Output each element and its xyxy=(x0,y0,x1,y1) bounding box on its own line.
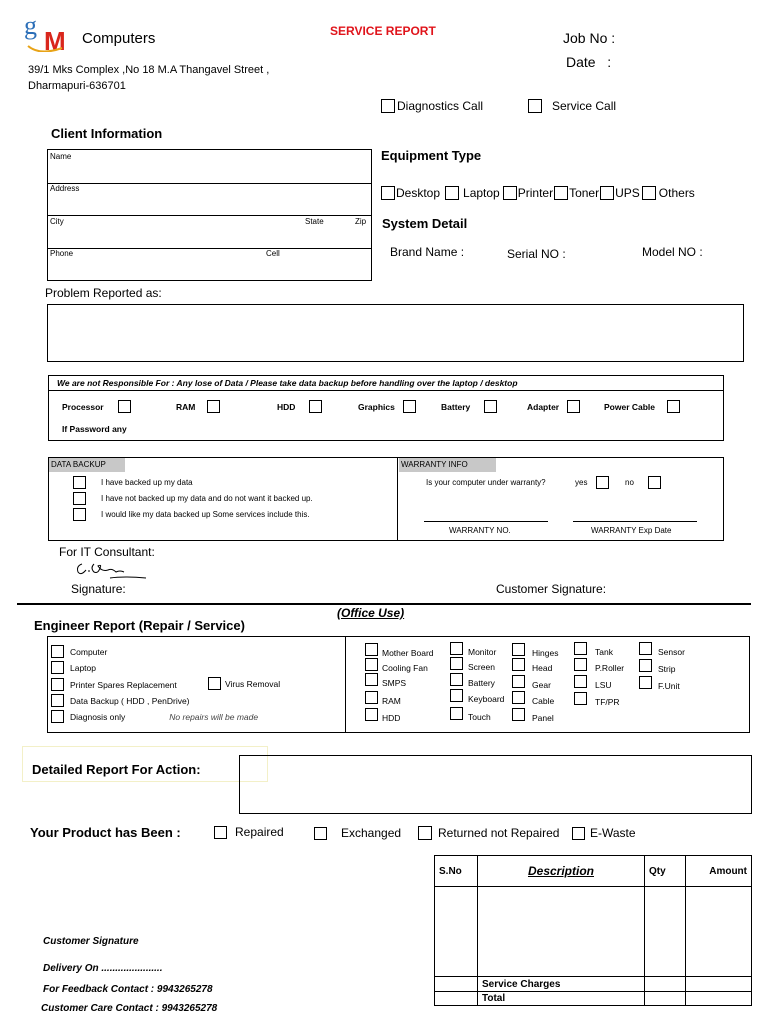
total-label: Total xyxy=(478,992,645,1006)
product-status-label: Your Product has Been : xyxy=(30,825,181,840)
eng-computer-checkbox[interactable] xyxy=(51,645,64,658)
eng-ram-checkbox[interactable] xyxy=(365,691,378,704)
col-qty-header: Qty xyxy=(645,856,686,887)
eng-sensor-checkbox[interactable] xyxy=(639,642,652,655)
eng-battery-option[interactable] xyxy=(450,673,495,686)
printer-label: Printer xyxy=(517,186,554,200)
eng-diagnosis-option[interactable] xyxy=(51,710,258,723)
svg-text:g: g xyxy=(24,12,37,40)
equipment-type-heading: Equipment Type xyxy=(381,148,482,163)
address-line-1: 39/1 Mks Complex ,No 18 M.A Thangavel Street , xyxy=(28,64,270,76)
disclaimer-section xyxy=(48,375,724,441)
footer-customer-signature: Customer Signature xyxy=(43,936,139,947)
ewaste-checkbox[interactable] xyxy=(572,827,585,840)
eng-motherboard-checkbox[interactable] xyxy=(365,643,378,656)
eng-strip-label: Strip xyxy=(658,663,676,674)
eng-touch-checkbox[interactable] xyxy=(450,707,463,720)
eng-motherboard-option[interactable] xyxy=(365,643,434,656)
others-label: Others xyxy=(658,186,695,200)
diagnostics-call-checkbox[interactable] xyxy=(381,99,395,113)
warranty-info-heading: WARRANTY INFO xyxy=(399,458,496,472)
processor-label: Processor xyxy=(62,401,104,412)
cell-field[interactable]: Cell xyxy=(266,249,280,258)
warranty-yes-checkbox[interactable] xyxy=(596,476,609,489)
state-field[interactable]: State xyxy=(305,217,324,226)
eng-touch-label: Touch xyxy=(468,711,491,722)
backup-option-3[interactable] xyxy=(73,508,310,521)
eng-computer-label: Computer xyxy=(70,646,108,657)
warranty-question: Is your computer under warranty? xyxy=(426,478,546,487)
col-sno-header: S.No xyxy=(435,856,478,887)
eng-panel-option[interactable] xyxy=(512,708,554,721)
processor-option[interactable] xyxy=(62,400,131,413)
eng-gear-checkbox[interactable] xyxy=(512,675,525,688)
backup-option-2[interactable] xyxy=(73,492,313,505)
eng-lsu-option[interactable] xyxy=(574,675,612,688)
eng-printer-spares-checkbox[interactable] xyxy=(51,678,64,691)
service-call-label: Service Call xyxy=(552,99,617,113)
printer-checkbox[interactable] xyxy=(503,186,517,200)
backup-warranty-section xyxy=(48,457,724,541)
returned-option[interactable] xyxy=(418,826,559,840)
address-field[interactable]: Address xyxy=(50,184,80,193)
eng-diagnosis-label: Diagnosis only xyxy=(70,711,126,722)
eng-cable-option[interactable] xyxy=(512,691,554,704)
eng-gear-label: Gear xyxy=(532,679,551,690)
eng-panel-checkbox[interactable] xyxy=(512,708,525,721)
eng-hinges-checkbox[interactable] xyxy=(512,643,525,656)
company-logo xyxy=(22,12,78,52)
exchanged-label: Exchanged xyxy=(341,826,402,840)
eng-hdd-option[interactable] xyxy=(365,708,400,721)
model-no-label: Model NO : xyxy=(642,245,703,259)
table-row xyxy=(435,977,752,992)
phone-field[interactable]: Phone xyxy=(50,249,74,258)
eng-screen-option[interactable] xyxy=(450,657,495,670)
eng-cooling-fan-checkbox[interactable] xyxy=(365,658,378,671)
eng-motherboard-label: Mother Board xyxy=(382,647,434,658)
item-sno-cell[interactable] xyxy=(435,887,478,977)
battery-label: Battery xyxy=(441,401,471,412)
toner-checkbox[interactable] xyxy=(554,186,568,200)
backup-option-1-label: I have backed up my data xyxy=(101,478,193,487)
consultant-signature-label: Signature: xyxy=(71,582,126,596)
repaired-option[interactable] xyxy=(214,825,284,839)
eng-hdd-checkbox[interactable] xyxy=(365,708,378,721)
detailed-report-label: Detailed Report For Action: xyxy=(32,762,201,777)
service-call-checkbox[interactable] xyxy=(528,99,542,113)
power-cable-option[interactable] xyxy=(604,400,680,413)
eng-funit-checkbox[interactable] xyxy=(639,676,652,689)
data-backup-heading: DATA BACKUP xyxy=(49,458,125,472)
problem-reported-field[interactable] xyxy=(47,304,744,362)
exchanged-checkbox[interactable] xyxy=(314,827,327,840)
desktop-checkbox[interactable] xyxy=(381,186,395,200)
others-checkbox[interactable] xyxy=(642,186,656,200)
eng-gear-option[interactable] xyxy=(512,675,551,688)
eng-monitor-option[interactable] xyxy=(450,642,496,655)
eng-hinges-option[interactable] xyxy=(512,643,558,656)
service-charges-label: Service Charges xyxy=(478,977,645,992)
eng-hinges-label: Hinges xyxy=(532,647,559,658)
page-title: SERVICE REPORT xyxy=(330,24,436,38)
eng-keyboard-option[interactable] xyxy=(450,689,504,702)
equipment-type-options xyxy=(381,186,695,200)
eng-tank-label: Tank xyxy=(595,646,613,657)
processor-checkbox[interactable] xyxy=(118,400,131,413)
ram-option[interactable] xyxy=(176,400,220,413)
eng-tfpr-label: TF/PR xyxy=(595,696,620,707)
eng-virus-removal-option[interactable] xyxy=(208,677,280,690)
eng-laptop-label: Laptop xyxy=(70,662,96,673)
eng-hdd-label: HDD xyxy=(382,712,401,723)
graphics-option[interactable] xyxy=(358,400,416,413)
serial-no-label: Serial NO : xyxy=(507,247,566,261)
hdd-checkbox[interactable] xyxy=(309,400,322,413)
item-qty-cell[interactable] xyxy=(645,887,686,977)
eng-strip-checkbox[interactable] xyxy=(639,659,652,672)
eng-tfpr-option[interactable] xyxy=(574,692,620,705)
backup-option-3-label: I would like my data backed up Some services include this. xyxy=(101,510,310,519)
problem-reported-label: Problem Reported as: xyxy=(45,286,162,300)
graphics-label: Graphics xyxy=(358,401,395,412)
eng-proller-checkbox[interactable] xyxy=(574,658,587,671)
eng-battery-label: Battery xyxy=(468,677,495,688)
eng-keyboard-checkbox[interactable] xyxy=(450,689,463,702)
repaired-label: Repaired xyxy=(235,825,284,839)
hdd-label: HDD xyxy=(277,401,296,412)
eng-head-checkbox[interactable] xyxy=(512,658,525,671)
backup-option-1[interactable] xyxy=(73,476,193,489)
client-info-heading: Client Information xyxy=(51,126,163,141)
eng-laptop-checkbox[interactable] xyxy=(51,661,64,674)
eng-data-backup-checkbox[interactable] xyxy=(51,694,64,707)
eng-funit-label: F.Unit xyxy=(658,680,680,691)
eng-smps-label: SMPS xyxy=(382,677,407,688)
eng-battery-checkbox[interactable] xyxy=(450,673,463,686)
battery-option[interactable] xyxy=(441,400,497,413)
footer-delivery-on: Delivery On ...................... xyxy=(43,963,163,974)
warranty-exp-caption: WARRANTY Exp Date xyxy=(591,526,672,535)
eng-smps-checkbox[interactable] xyxy=(365,673,378,686)
warranty-no-label-caption: WARRANTY NO. xyxy=(449,526,511,535)
adapter-checkbox[interactable] xyxy=(567,400,580,413)
name-field[interactable]: Name xyxy=(50,152,72,161)
backup-option-1-checkbox[interactable] xyxy=(73,476,86,489)
engineer-report-box xyxy=(47,636,750,733)
col-description-header: Description xyxy=(478,856,645,887)
eng-screen-label: Screen xyxy=(468,661,495,672)
adapter-option[interactable] xyxy=(527,400,580,413)
client-info-form xyxy=(47,149,372,281)
eng-printer-spares-label: Printer Spares Replacement xyxy=(70,679,177,690)
eng-proller-option[interactable] xyxy=(574,658,624,671)
eng-strip-option[interactable] xyxy=(639,659,675,672)
eng-computer-option[interactable] xyxy=(51,645,107,658)
laptop-label: Laptop xyxy=(463,186,500,200)
eng-tank-checkbox[interactable] xyxy=(574,642,587,655)
it-consultant-label: For IT Consultant: xyxy=(59,545,155,559)
repaired-checkbox[interactable] xyxy=(214,826,227,839)
ups-label: UPS xyxy=(615,186,640,200)
ewaste-option[interactable] xyxy=(572,826,636,840)
backup-option-3-checkbox[interactable] xyxy=(73,508,86,521)
backup-option-2-label: I have not backed up my data and do not want it backed up. xyxy=(101,494,313,503)
system-detail-heading: System Detail xyxy=(382,216,468,231)
power-cable-checkbox[interactable] xyxy=(667,400,680,413)
ram-label: RAM xyxy=(176,401,196,412)
eng-sensor-label: Sensor xyxy=(658,646,685,657)
company-name: Computers xyxy=(82,30,156,47)
eng-ram-option[interactable] xyxy=(365,691,401,704)
detailed-report-field[interactable] xyxy=(239,755,752,814)
city-field[interactable]: City xyxy=(50,217,64,226)
battery-checkbox[interactable] xyxy=(484,400,497,413)
eng-keyboard-label: Keyboard xyxy=(468,693,505,704)
eng-lsu-checkbox[interactable] xyxy=(574,675,587,688)
eng-cooling-fan-label: Cooling Fan xyxy=(382,662,428,673)
eng-proller-label: P.Roller xyxy=(595,662,625,673)
item-amount-cell[interactable] xyxy=(686,887,752,977)
returned-label: Returned not Repaired xyxy=(438,826,560,840)
ram-checkbox[interactable] xyxy=(207,400,220,413)
graphics-checkbox[interactable] xyxy=(403,400,416,413)
disclaimer-text: We are not Responsible For : Any lose of Data / Please take data backup before handling over the laptop / desktop xyxy=(57,378,518,388)
eng-head-label: Head xyxy=(532,662,553,673)
eng-data-backup-label: Data Backup ( HDD , PenDrive) xyxy=(70,695,190,706)
consultant-signature-image xyxy=(72,558,152,582)
brand-name-label: Brand Name : xyxy=(390,245,465,259)
eng-cable-label: Cable xyxy=(532,695,555,706)
adapter-label: Adapter xyxy=(527,401,560,412)
warranty-yes-label: yes xyxy=(575,478,588,487)
desktop-label: Desktop xyxy=(396,186,441,200)
warranty-yes-option[interactable] xyxy=(575,476,609,489)
service-charges-amount[interactable] xyxy=(686,977,752,992)
eng-laptop-option[interactable] xyxy=(51,661,96,674)
eng-lsu-label: LSU xyxy=(595,679,612,690)
eng-printer-spares-option[interactable] xyxy=(51,678,177,691)
eng-panel-label: Panel xyxy=(532,712,554,723)
items-table xyxy=(434,855,752,1006)
returned-checkbox[interactable] xyxy=(418,826,432,840)
warranty-no-checkbox[interactable] xyxy=(648,476,661,489)
col-amount-header: Amount xyxy=(686,856,752,887)
section-divider xyxy=(17,603,751,605)
address-line-2: Dharmapuri-636701 xyxy=(28,80,126,92)
zip-field[interactable]: Zip xyxy=(355,217,367,226)
eng-touch-option[interactable] xyxy=(450,707,491,720)
eng-funit-option[interactable] xyxy=(639,676,680,689)
eng-tfpr-checkbox[interactable] xyxy=(574,692,587,705)
diagnostics-call-label: Diagnostics Call xyxy=(397,99,484,113)
eng-tank-option[interactable] xyxy=(574,642,613,655)
eng-monitor-checkbox[interactable] xyxy=(450,642,463,655)
password-label: If Password any xyxy=(62,424,127,434)
footer-customer-care: Customer Care Contact : 9943265278 xyxy=(41,1003,218,1014)
eng-cooling-fan-option[interactable] xyxy=(365,658,428,671)
backup-option-2-checkbox[interactable] xyxy=(73,492,86,505)
eng-monitor-label: Monitor xyxy=(468,646,497,657)
hdd-option[interactable] xyxy=(277,400,322,413)
eng-diagnosis-checkbox[interactable] xyxy=(51,710,64,723)
date-label: Date : xyxy=(566,54,612,70)
warranty-no-line[interactable] xyxy=(424,521,548,522)
toner-label: Toner xyxy=(569,186,600,200)
eng-head-option[interactable] xyxy=(512,658,552,671)
eng-screen-checkbox[interactable] xyxy=(450,657,463,670)
table-row[interactable] xyxy=(435,887,752,977)
power-cable-label: Power Cable xyxy=(604,401,656,412)
eng-data-backup-option[interactable] xyxy=(51,694,190,707)
service-call-option[interactable] xyxy=(528,99,616,113)
warranty-no-option[interactable] xyxy=(625,476,661,489)
eng-virus-removal-label: Virus Removal xyxy=(225,678,281,689)
eng-sensor-option[interactable] xyxy=(639,642,685,655)
svg-text:M: M xyxy=(44,26,66,52)
customer-signature-label: Customer Signature: xyxy=(496,582,607,596)
footer-feedback-contact: For Feedback Contact : 9943265278 xyxy=(43,984,213,995)
warranty-no-label: no xyxy=(625,478,634,487)
ewaste-label: E-Waste xyxy=(590,826,636,840)
office-use-label: (Office Use) xyxy=(337,606,405,620)
eng-ram-label: RAM xyxy=(382,695,401,706)
total-amount[interactable] xyxy=(686,992,752,1006)
job-no-label: Job No : xyxy=(563,30,616,46)
engineer-report-heading: Engineer Report (Repair / Service) xyxy=(34,618,245,633)
laptop-checkbox[interactable] xyxy=(445,186,459,200)
diagnostics-call-option[interactable] xyxy=(381,99,483,113)
table-row xyxy=(435,992,752,1006)
ups-checkbox[interactable] xyxy=(600,186,614,200)
item-description-cell[interactable] xyxy=(478,887,645,977)
eng-cable-checkbox[interactable] xyxy=(512,691,525,704)
eng-smps-option[interactable] xyxy=(365,673,406,686)
eng-no-repairs-note: No repairs will be made xyxy=(169,711,259,722)
warranty-exp-line[interactable] xyxy=(573,521,697,522)
eng-virus-removal-checkbox[interactable] xyxy=(208,677,221,690)
exchanged-option[interactable] xyxy=(314,826,401,840)
